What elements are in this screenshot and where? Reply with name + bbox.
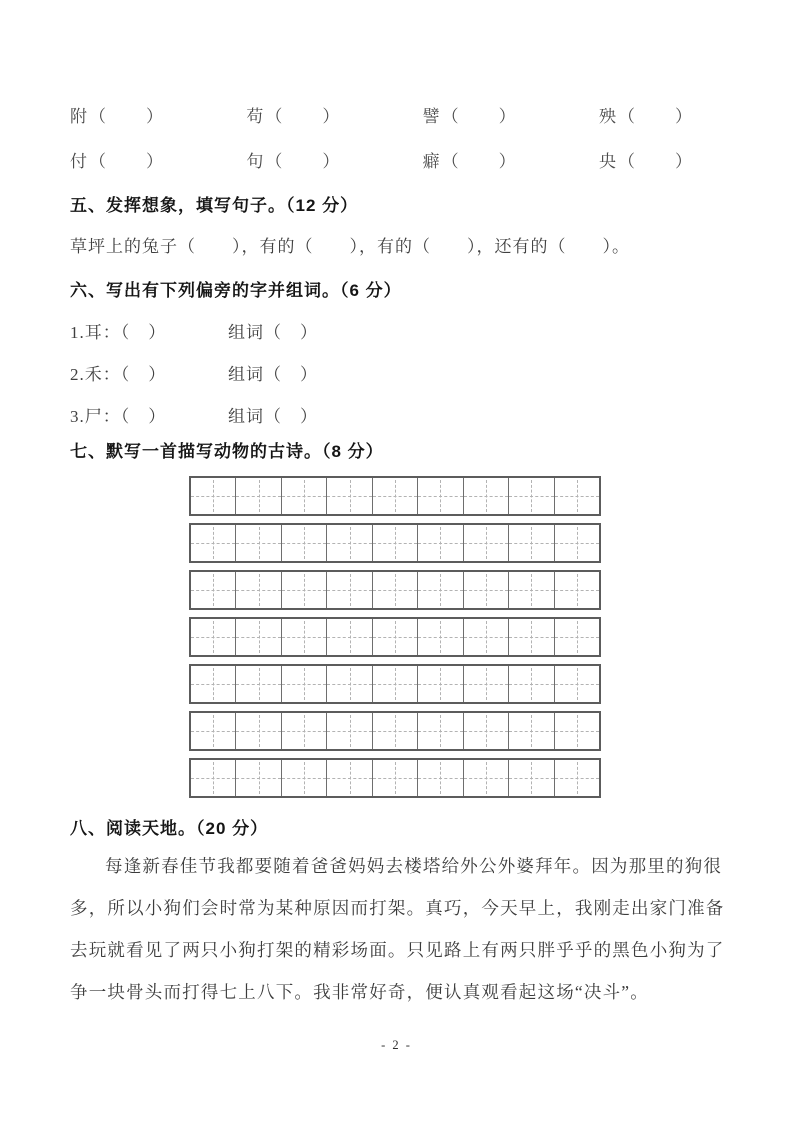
word-blank: 癖（ ）: [422, 152, 518, 171]
writing-cell: [327, 478, 372, 514]
compose-word-blank: 组词（ ）: [228, 365, 318, 384]
writing-cell: [236, 713, 281, 749]
writing-cell: [464, 478, 509, 514]
word-blank: 央（ ）: [598, 152, 694, 171]
poem-writing-grid: [189, 476, 601, 798]
writing-cell: [282, 572, 327, 608]
writing-cell: [418, 478, 463, 514]
writing-cell: [236, 619, 281, 655]
section-seven-title: 七、默写一首描写动物的古诗。（8 分）: [70, 442, 384, 461]
writing-cell: [191, 572, 236, 608]
writing-cell: [236, 760, 281, 796]
writing-cell: [191, 478, 236, 514]
radical-exercise-item: [70, 360, 721, 385]
writing-cell: [191, 666, 236, 702]
writing-cell: [418, 525, 463, 561]
grid-row: [189, 523, 601, 563]
writing-cell: [191, 525, 236, 561]
writing-cell: [282, 619, 327, 655]
writing-cell: [327, 572, 372, 608]
writing-cell: [418, 713, 463, 749]
section-six-title: 六、写出有下列偏旁的字并组词。（6 分）: [70, 281, 402, 300]
reading-passage: [70, 845, 725, 1013]
writing-cell: [373, 525, 418, 561]
writing-cell: [282, 666, 327, 702]
writing-cell: [282, 478, 327, 514]
passage-line: 多，所以小狗们会时常为某种原因而打架。真巧，今天早上，我刚走出家门准备: [70, 898, 725, 918]
writing-cell: [464, 713, 509, 749]
word-comparison-row-1: [70, 102, 694, 127]
writing-cell: [555, 760, 599, 796]
section-five-sentence: 草坪上的兔子（ ），有的（ ），有的（ ），还有的（ ）。: [70, 237, 630, 256]
writing-cell: [555, 619, 599, 655]
grid-row: [189, 476, 601, 516]
word-blank: 附（ ）: [70, 107, 165, 126]
section-eight-title: 八、阅读天地。（20 分）: [70, 819, 269, 838]
writing-cell: [191, 619, 236, 655]
writing-cell: [373, 572, 418, 608]
section-five-title: 五、发挥想象，填写句子。（12 分）: [70, 196, 359, 215]
writing-cell: [282, 760, 327, 796]
radical-blank: 2.禾：（ ）: [70, 365, 167, 384]
writing-cell: [464, 525, 509, 561]
writing-cell: [373, 619, 418, 655]
writing-cell: [373, 760, 418, 796]
writing-cell: [282, 525, 327, 561]
grid-row: [189, 664, 601, 704]
writing-cell: [236, 525, 281, 561]
writing-cell: [373, 478, 418, 514]
compose-word-blank: 组词（ ）: [228, 323, 318, 342]
writing-cell: [509, 760, 554, 796]
grid-row: [189, 758, 601, 798]
radical-exercise-item: [70, 402, 721, 427]
writing-cell: [327, 525, 372, 561]
writing-cell: [555, 525, 599, 561]
word-blank: 付（ ）: [70, 152, 165, 171]
writing-cell: [327, 666, 372, 702]
writing-cell: [282, 713, 327, 749]
word-blank: 句（ ）: [246, 152, 342, 171]
writing-cell: [418, 666, 463, 702]
writing-cell: [418, 619, 463, 655]
writing-cell: [191, 713, 236, 749]
writing-cell: [509, 525, 554, 561]
writing-cell: [327, 713, 372, 749]
writing-cell: [555, 666, 599, 702]
writing-cell: [555, 713, 599, 749]
writing-cell: [509, 478, 554, 514]
writing-cell: [555, 478, 599, 514]
grid-row: [189, 570, 601, 610]
writing-cell: [373, 713, 418, 749]
writing-cell: [464, 572, 509, 608]
word-blank: 殃（ ）: [598, 107, 694, 126]
passage-line: 每逢新春佳节我都要随着爸爸妈妈去楼塔给外公外婆拜年。因为那里的狗很: [105, 856, 723, 876]
radical-blank: 3.尸：（ ）: [70, 407, 167, 426]
passage-line: 争一块骨头而打得七上八下。我非常好奇，便认真观看起这场“决斗”。: [70, 982, 649, 1002]
word-blank: 苟（ ）: [246, 107, 342, 126]
word-blank: 譬（ ）: [422, 107, 518, 126]
writing-cell: [464, 760, 509, 796]
grid-row: [189, 617, 601, 657]
writing-cell: [509, 713, 554, 749]
writing-cell: [373, 666, 418, 702]
writing-cell: [418, 760, 463, 796]
writing-cell: [509, 666, 554, 702]
compose-word-blank: 组词（ ）: [228, 407, 318, 426]
writing-cell: [236, 666, 281, 702]
writing-cell: [327, 619, 372, 655]
writing-cell: [509, 619, 554, 655]
writing-cell: [509, 572, 554, 608]
writing-cell: [191, 760, 236, 796]
writing-cell: [236, 478, 281, 514]
writing-cell: [327, 760, 372, 796]
passage-line: 去玩就看见了两只小狗打架的精彩场面。只见路上有两只胖乎乎的黑色小狗为了: [70, 940, 725, 960]
writing-cell: [555, 572, 599, 608]
writing-cell: [236, 572, 281, 608]
writing-cell: [464, 619, 509, 655]
radical-blank: 1.耳：（ ）: [70, 323, 167, 342]
radical-exercise-item: [70, 318, 721, 343]
page-number: - 2 -: [381, 1038, 412, 1052]
grid-row: [189, 711, 601, 751]
writing-cell: [464, 666, 509, 702]
writing-cell: [418, 572, 463, 608]
word-comparison-row-2: [70, 147, 694, 172]
